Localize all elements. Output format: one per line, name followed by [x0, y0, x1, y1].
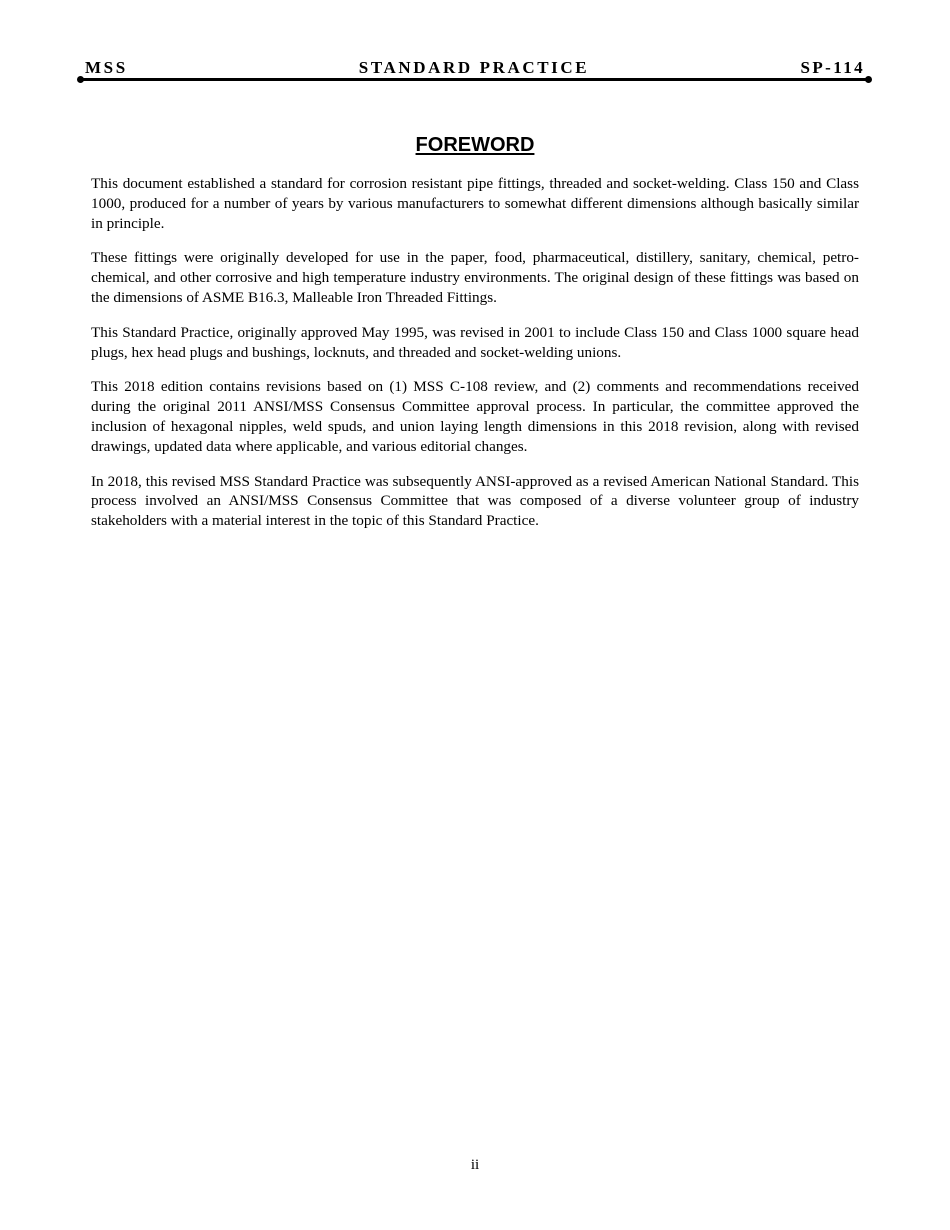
paragraph: This 2018 edition contains revisions based on (1) MSS C-108 review, and (2) comments and recommendations received during the original 2011 ANSI/MSS Consensus Committee approval process. In particular, the committee approved the inclusion of hexagonal nipples, weld spuds, and union laying length dimensions in this 2018 revision, along with revised drawings, updated data where applicable, and various editorial changes.: [91, 378, 859, 455]
section-title: [0, 132, 950, 158]
header-document-type: STANDARD PRACTICE: [358, 58, 590, 77]
paragraph: In 2018, this revised MSS Standard Practice was subsequently ANSI-approved as a revised American National Standard. This process involved an ANSI/MSS Consensus Committee that was composed of a diverse volunteer group of industry stakeholders with a material interest in the topic of this Standard Practice.: [91, 472, 859, 530]
paragraph: These fittings were originally developed for use in the paper, food, pharmaceutical, distillery, sanitary, chemical, petro-chemical, and other corrosive and high temperature industry environments. The original design of these fittings was based on the dimensions of ASME B16.3, Malleable Iron Threaded Fittings.: [91, 249, 859, 306]
header-rule-left-dot: [77, 76, 84, 83]
section-title-text: FOREWORD: [415, 134, 535, 156]
header-rule: [80, 78, 869, 81]
page-number: ii: [470, 1157, 480, 1173]
header-document-number: SP-114: [800, 58, 865, 77]
header-rule-right-dot: [865, 76, 872, 83]
paragraph: This document established a standard for corrosion resistant pipe fittings, threaded and socket-welding. Class 150 and Class 1000, produced for a number of years by various manufacturers to somewhat different dimensions although basically similar in principle.: [91, 175, 859, 232]
foreword-body: [91, 174, 859, 546]
header-organization: MSS: [85, 58, 128, 77]
paragraph: This Standard Practice, originally approved May 1995, was revised in 2001 to include Class 150 and Class 1000 square head plugs, hex head plugs and bushings, locknuts, and threaded and socket-welding unions.: [91, 323, 859, 361]
